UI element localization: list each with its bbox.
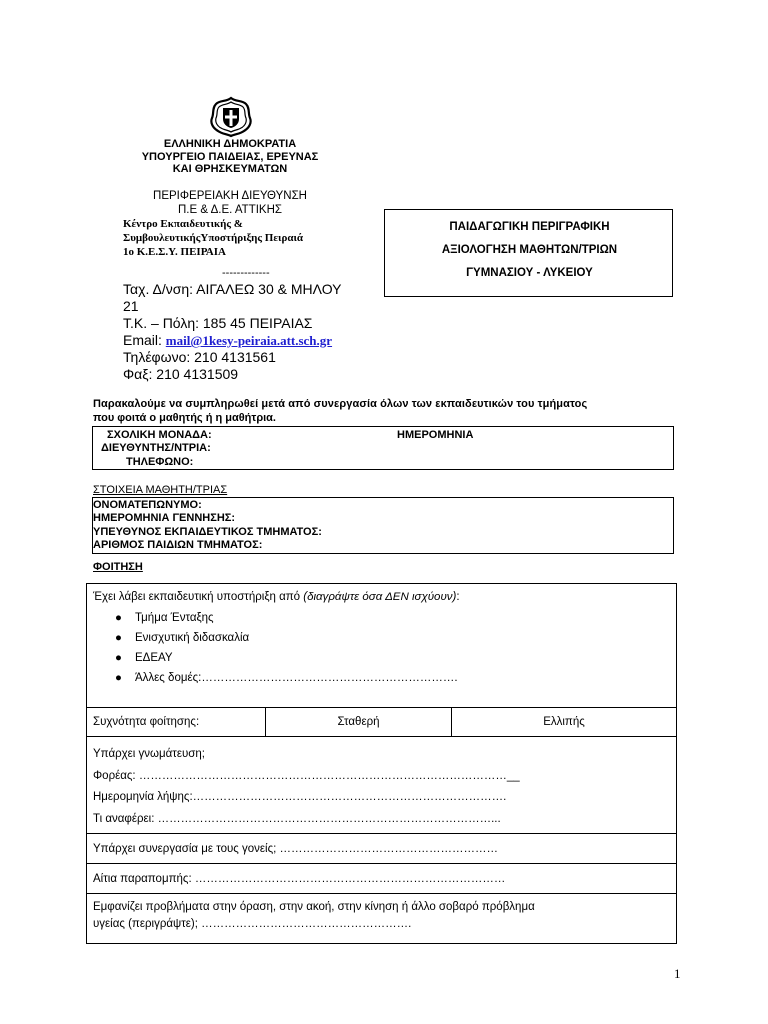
support-option-label: Τμήμα Ένταξης	[135, 612, 214, 624]
support-option-label: Ενισχυτική διδασκαλία	[135, 632, 250, 644]
greek-emblem-icon	[206, 96, 256, 138]
header-address-2: 21	[123, 298, 139, 314]
header-directorate-2: Π.Ε & Δ.Ε. ΑΤΤΙΚΗΣ	[177, 204, 283, 216]
health-line-2: υγείας (περιγράψτε); ……………………………………………….	[93, 918, 412, 930]
page-number: 1	[674, 966, 681, 981]
title-line-3: ΓΥΜΝΑΣΙΟΥ - ΛΥΚΕΙΟΥ	[466, 267, 593, 279]
diagnosis-content: Τι αναφέρει: ……………………………………………………………………………...	[93, 812, 501, 825]
title-line-1: ΠΑΙΔΑΓΩΓΙΚΗ ΠΕΡΙΓΡΑΦΙΚΗ	[449, 221, 610, 233]
header-phone: Τηλέφωνο: 210 4131561	[123, 349, 276, 365]
student-heading: ΣΤΟΙΧΕΙΑ ΜΑΘΗΤΗ/ΤΡΙΑΣ	[93, 484, 228, 496]
support-question	[93, 591, 670, 603]
support-row	[87, 584, 677, 708]
header-directorate-1: ΠΕΡΙΦΕΡΕΙΑΚΗ ΔΙΕΥΘΥΝΣΗ	[153, 190, 307, 202]
diagnosis-cell	[87, 737, 677, 834]
bullet-icon: ●	[115, 632, 122, 644]
bullet-icon: ●	[115, 612, 122, 624]
frequency-regular: Σταθερή	[266, 708, 452, 737]
student-field-birthdate: ΗΜΕΡΟΜΗΝΙΑ ΓΕΝΝΗΣΗΣ:	[93, 512, 236, 524]
support-option-label: ΕΔΕΑΥ	[135, 652, 173, 664]
health-cell	[87, 894, 677, 944]
support-option-remedial	[115, 632, 670, 644]
student-box	[92, 497, 674, 554]
student-field-class-size: ΑΡΙΘΜΟΣ ΠΑΙΔΙΩΝ ΤΜΗΜΑΤΟΣ:	[93, 539, 263, 551]
school-principal-label: ΔΙΕΥΘΥΝΤΗΣ/ΝΤΡΙΑ:	[101, 442, 211, 454]
bullet-icon: ●	[115, 672, 122, 684]
school-phone-label: ΤΗΛΕΦΩΝΟ:	[126, 456, 194, 468]
support-question-text: Έχει λάβει εκπαιδευτική υποστήριξη από	[93, 591, 301, 603]
email-label: Email:	[123, 332, 162, 348]
support-option-edeay	[115, 652, 670, 664]
parents-cell: Υπάρχει συνεργασία με τους γονείς; …………………………………………………	[87, 834, 677, 864]
support-cell	[87, 584, 677, 708]
support-option-other	[115, 672, 670, 684]
header-ministry-2: ΚΑΙ ΘΡΗΣΚΕΥΜΑΤΩΝ	[172, 163, 288, 175]
parents-row	[87, 834, 677, 864]
referral-row	[87, 864, 677, 894]
frequency-label: Συχνότητα φοίτησης:	[87, 708, 266, 737]
student-field-teacher: ΥΠΕΥΘΥΝΟΣ ΕΚΠΑΙΔΕΥΤΙΚΟΣ ΤΜΗΜΑΤΟΣ:	[93, 526, 322, 538]
support-option-label: Άλλες δομές:………………………………………………………….	[135, 672, 458, 684]
instruction-line-2: που φοιτά ο μαθητής ή η μαθήτρια.	[93, 412, 276, 424]
header-center-3: 1ο Κ.Ε.Σ.Υ. ΠΕΙΡΑΙΑ	[123, 246, 226, 258]
header-center-1: Κέντρο Εκπαιδευτικής &	[123, 218, 243, 230]
frequency-row	[87, 708, 677, 737]
header-postal: Τ.Κ. – Πόλη: 185 45 ΠΕΙΡΑΙΑΣ	[123, 315, 313, 331]
support-option-inclusion	[115, 612, 670, 624]
support-hint: (διαγράψτε όσα ΔΕΝ ισχύουν)	[303, 591, 457, 603]
header-address-1: Ταχ. Δ/νση: ΑΙΓΑΛΕΩ 30 & ΜΗΛΟΥ	[123, 281, 342, 297]
bullet-icon: ●	[115, 652, 122, 664]
diagnosis-row	[87, 737, 677, 834]
health-row	[87, 894, 677, 944]
school-date-label: ΗΜΕΡΟΜΗΝΙΑ	[397, 429, 474, 441]
title-box	[384, 209, 673, 297]
frequency-irregular: Ελλιπής	[452, 708, 677, 737]
header-center-2: ΣυμβουλευτικήςΥποστήριξης Πειραιά	[123, 232, 304, 244]
student-field-name: ΟΝΟΜΑΤΕΠΩΝΥΜΟ:	[93, 499, 202, 511]
header-fax: Φαξ: 210 4131509	[123, 366, 239, 382]
header-country: ΕΛΛΗΝΙΚΗ ΔΗΜΟΚΡΑΤΙΑ	[163, 138, 297, 150]
instruction-line-1: Παρακαλούμε να συμπληρωθεί μετά από συνεργασία όλων των εκπαιδευτικών του τμήματος	[93, 398, 588, 410]
diagnosis-body: Φορέας: ……………………………………………………………………………………__	[93, 769, 520, 782]
diagnosis-question: Υπάρχει γνωμάτευση;	[93, 748, 205, 760]
title-line-2: ΑΞΙΟΛΟΓΗΣΗ ΜΑΘΗΤΩΝ/ΤΡΙΩΝ	[441, 244, 618, 256]
school-box	[92, 426, 674, 470]
attendance-heading: ΦΟΙΤΗΣΗ	[93, 561, 143, 573]
header-ministry-1: ΥΠΟΥΡΓΕΙΟ ΠΑΙΔΕΙΑΣ, ΕΡΕΥΝΑΣ	[141, 151, 319, 163]
support-colon: :	[456, 591, 460, 603]
school-unit-label: ΣΧΟΛΙΚΗ ΜΟΝΑΔΑ:	[107, 429, 212, 441]
header-divider: -------------	[222, 267, 270, 279]
diagnosis-date: Ημερομηνία λήψης:……………………………………………………………………….	[93, 791, 507, 803]
header-email-row	[123, 332, 332, 349]
health-line-1: Εμφανίζει προβλήματα στην όραση, στην ακοή, στην κίνηση ή άλλο σοβαρό πρόβλημα	[93, 901, 535, 913]
attendance-table	[86, 583, 677, 944]
email-link[interactable]: mail@1kesy-peiraia.att.sch.gr	[165, 333, 333, 348]
referral-cell: Αίτια παραπομπής: ………………………………………………………………………	[87, 864, 677, 894]
